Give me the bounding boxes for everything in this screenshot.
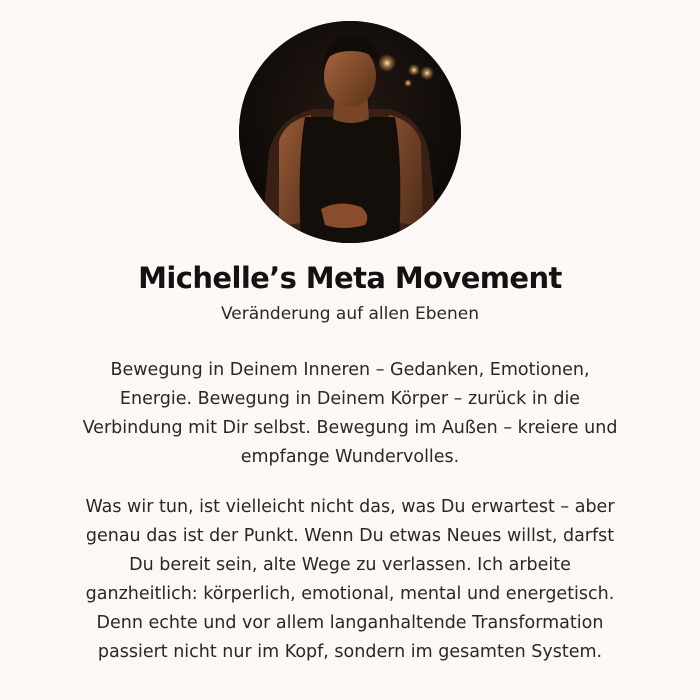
paragraph-line: Du bereit sein, alte Wege zu verlassen. Ich arbeite [129,555,571,575]
paragraph-line: ganzheitlich: körperlich, emotional, mental und energetisch. [85,584,615,604]
paragraph-line: Energie. Bewegung in Deinem Körper – zurück in die [119,389,581,409]
intro-paragraph [30,356,670,472]
description-paragraph [30,493,670,667]
page-subtitle: Veränderung auf allen Ebenen [220,304,479,324]
paragraph-line: genau das ist der Punkt. Wenn Du etwas Neues willst, darfst [85,526,615,546]
paragraph-line: Verbindung mit Dir selbst. Bewegung im Außen – kreiere und [82,418,618,438]
paragraph-line: Was wir tun, ist vielleicht nicht das, was Du erwartest – aber [85,497,615,517]
page-title: Michelle’s Meta Movement [138,261,562,295]
paragraph-line: Denn echte und vor allem langanhaltende Transformation [96,613,604,633]
paragraph-line: passiert nicht nur im Kopf, sondern im gesamten System. [97,642,603,662]
paragraph-line: empfange Wundervolles. [240,447,460,467]
paragraph-line: Bewegung in Deinem Inneren – Gedanken, Emotionen, [110,360,590,380]
profile-photo [239,21,461,243]
woman-portrait-image [239,21,461,243]
